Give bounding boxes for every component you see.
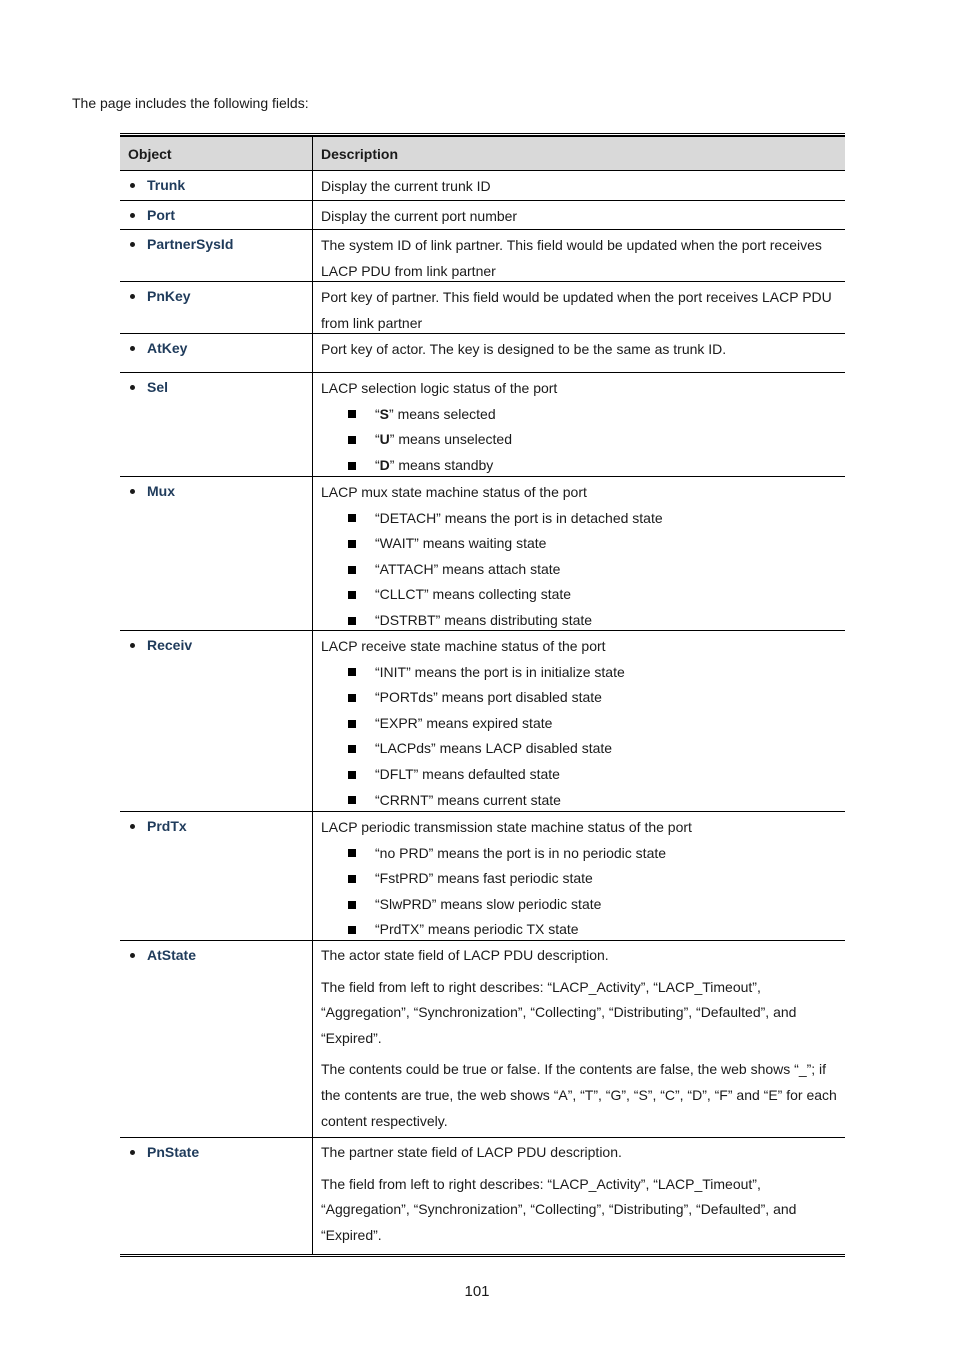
- bullet-text: “SlwPRD” means slow periodic state: [375, 895, 602, 912]
- description-cell: [313, 1138, 845, 1254]
- bullet-dot-icon: [130, 953, 135, 958]
- square-bullet-icon: [348, 514, 356, 522]
- object-name: [128, 812, 312, 834]
- object-name: [128, 282, 312, 304]
- object-name: [128, 334, 312, 356]
- object-label: PnState: [147, 1144, 200, 1160]
- bullet-item: [321, 660, 839, 686]
- description-text: LACP periodic transmission state machine status of the port: [321, 819, 692, 835]
- bullet-dot-icon: [130, 242, 135, 247]
- bullet-item: [321, 685, 839, 711]
- description-cell: [313, 373, 845, 476]
- table-row: [120, 1138, 845, 1254]
- square-bullet-icon: [348, 410, 356, 418]
- object-label: Trunk: [147, 177, 186, 193]
- object-cell: [120, 201, 313, 229]
- square-bullet-icon: [348, 566, 356, 574]
- table-row: [120, 230, 845, 282]
- bullet-item: [321, 711, 839, 737]
- object-name: [128, 631, 312, 653]
- object-label: Mux: [147, 483, 175, 499]
- bullet-text: “D” means standby: [375, 456, 494, 473]
- square-bullet-icon: [348, 926, 356, 934]
- object-cell: [120, 282, 313, 333]
- bullet-item: [321, 453, 839, 479]
- object-label: Sel: [147, 379, 169, 395]
- square-bullet-icon: [348, 849, 356, 857]
- table-row: [120, 201, 845, 230]
- bullet-text: “S” means selected: [375, 405, 496, 422]
- object-label: Port: [147, 207, 175, 223]
- object-label: PrdTx: [147, 818, 187, 834]
- object-cell: [120, 477, 313, 630]
- description-cell: [313, 941, 845, 1137]
- square-bullet-icon: [348, 436, 356, 444]
- bullet-text: “PrdTX” means periodic TX state: [375, 921, 579, 938]
- description-cell: [313, 631, 845, 811]
- bullet-text: “no PRD” means the port is in no periodic state: [375, 844, 667, 861]
- bullet-item: [321, 762, 839, 788]
- bullet-item: [321, 427, 839, 453]
- bullet-dot-icon: [130, 643, 135, 648]
- square-bullet-icon: [348, 462, 356, 470]
- bullet-item: [321, 788, 839, 814]
- bullet-text: “CLLCT” means collecting state: [375, 586, 572, 603]
- description-paragraph: The partner state field of LACP PDU description.: [321, 1144, 622, 1160]
- object-cell: [120, 631, 313, 811]
- bullet-text: “DFLT” means defaulted state: [375, 765, 560, 782]
- square-bullet-icon: [348, 540, 356, 548]
- bullet-text: “LACPds” means LACP disabled state: [375, 740, 613, 757]
- bullet-text: “DETACH” means the port is in detached state: [375, 509, 663, 526]
- object-cell: [120, 1138, 313, 1254]
- square-bullet-icon: [348, 668, 356, 676]
- description-paragraph: The contents could be true or false. If the contents are false, the web shows “_”; if the contents are true, the web shows “A”, “T”, “G”, “S”, “C”, “D”, “F” and “E” for each content respectively.: [321, 1061, 837, 1129]
- square-bullet-icon: [348, 617, 356, 625]
- object-label: PnKey: [147, 288, 191, 304]
- bullet-dot-icon: [130, 294, 135, 299]
- bullet-item: [321, 608, 839, 634]
- square-bullet-icon: [348, 720, 356, 728]
- intro-text: The page includes the following fields:: [72, 95, 309, 111]
- description-text: LACP receive state machine status of the port: [321, 638, 606, 654]
- bullet-dot-icon: [130, 183, 135, 188]
- object-label: Receiv: [147, 637, 193, 653]
- table-row: [120, 631, 845, 812]
- bullet-item: [321, 841, 839, 867]
- bullet-text: “ATTACH” means attach state: [375, 560, 561, 577]
- object-name: [128, 941, 312, 963]
- object-cell: [120, 373, 313, 476]
- table-row: [120, 373, 845, 477]
- square-bullet-icon: [348, 591, 356, 599]
- bullet-dot-icon: [130, 346, 135, 351]
- table-row: [120, 812, 845, 941]
- object-name: [128, 373, 312, 395]
- bullet-item: [321, 531, 839, 557]
- bullet-item: [321, 736, 839, 762]
- header-object: Object: [120, 137, 313, 170]
- bullet-item: [321, 866, 839, 892]
- bullet-text: “PORTds” means port disabled state: [375, 689, 602, 706]
- object-name: [128, 1138, 312, 1160]
- table-row: [120, 477, 845, 631]
- table-row: [120, 941, 845, 1138]
- bullet-text: “WAIT” means waiting state: [375, 535, 547, 552]
- description-paragraph: The actor state field of LACP PDU description.: [321, 947, 609, 963]
- header-description: Description: [321, 146, 399, 162]
- bullet-item: [321, 506, 839, 532]
- bullet-text: “EXPR” means expired state: [375, 714, 553, 731]
- description-cell: [313, 171, 845, 200]
- bullet-item: [321, 557, 839, 583]
- bullet-item: [321, 892, 839, 918]
- square-bullet-icon: [348, 745, 356, 753]
- bullet-dot-icon: [130, 824, 135, 829]
- square-bullet-icon: [348, 796, 356, 804]
- table-row: [120, 334, 845, 373]
- square-bullet-icon: [348, 694, 356, 702]
- description-text: Port key of actor. The key is designed to be the same as trunk ID.: [321, 341, 727, 357]
- description-cell: [313, 201, 845, 229]
- bullet-dot-icon: [130, 489, 135, 494]
- object-cell: [120, 171, 313, 200]
- object-name: [128, 201, 312, 223]
- description-cell: [313, 477, 845, 630]
- description-text: Display the current trunk ID: [321, 178, 491, 194]
- bullet-text: “U” means unselected: [375, 431, 512, 448]
- description-text: LACP mux state machine status of the port: [321, 484, 587, 500]
- description-paragraph: The field from left to right describes: “LACP_Activity”, “LACP_Timeout”, “Aggregation”, “Synchronization”, “Collecting”, “Distributing”, “Defaulted”, and “Expired”.: [321, 1175, 797, 1243]
- bullet-dot-icon: [130, 385, 135, 390]
- description-text: Port key of partner. This field would be updated when the port receives LACP PDU from link partner: [321, 289, 832, 331]
- bullet-dot-icon: [130, 1150, 135, 1155]
- description-cell: [313, 812, 845, 940]
- square-bullet-icon: [348, 875, 356, 883]
- object-label: AtKey: [147, 340, 188, 356]
- table-header: [120, 136, 845, 171]
- bullet-text: “FstPRD” means fast periodic state: [375, 870, 593, 887]
- page-number: 101: [464, 1283, 490, 1300]
- bullet-dot-icon: [130, 213, 135, 218]
- object-cell: [120, 230, 313, 281]
- object-name: [128, 230, 312, 252]
- table-row: [120, 282, 845, 334]
- object-name: [128, 477, 312, 499]
- square-bullet-icon: [348, 901, 356, 909]
- bullet-text: “CRRNT” means current state: [375, 791, 561, 808]
- table-row: [120, 171, 845, 201]
- bullet-item: [321, 582, 839, 608]
- description-text: LACP selection logic status of the port: [321, 380, 558, 396]
- bullet-text: “DSTRBT” means distributing state: [375, 611, 593, 628]
- table-body: [120, 171, 845, 1254]
- object-label: PartnerSysId: [147, 236, 234, 252]
- object-label: AtState: [147, 947, 197, 963]
- description-cell: [313, 334, 845, 372]
- fields-table: [120, 133, 845, 1257]
- object-cell: [120, 812, 313, 940]
- description-paragraph: The field from left to right describes: “LACP_Activity”, “LACP_Timeout”, “Aggregation”, “Synchronization”, “Collecting”, “Distributing”, “Defaulted”, and “Expired”.: [321, 978, 797, 1046]
- bullet-item: [321, 402, 839, 428]
- object-name: [128, 171, 312, 193]
- description-text: Display the current port number: [321, 208, 518, 224]
- description-text: The system ID of link partner. This field would be updated when the port receives LACP PDU from link partner: [321, 237, 822, 279]
- object-cell: [120, 334, 313, 372]
- bullet-text: “INIT” means the port is in initialize state: [375, 663, 625, 680]
- description-cell: [313, 282, 845, 333]
- object-cell: [120, 941, 313, 1137]
- description-cell: [313, 230, 845, 281]
- square-bullet-icon: [348, 771, 356, 779]
- bullet-item: [321, 917, 839, 943]
